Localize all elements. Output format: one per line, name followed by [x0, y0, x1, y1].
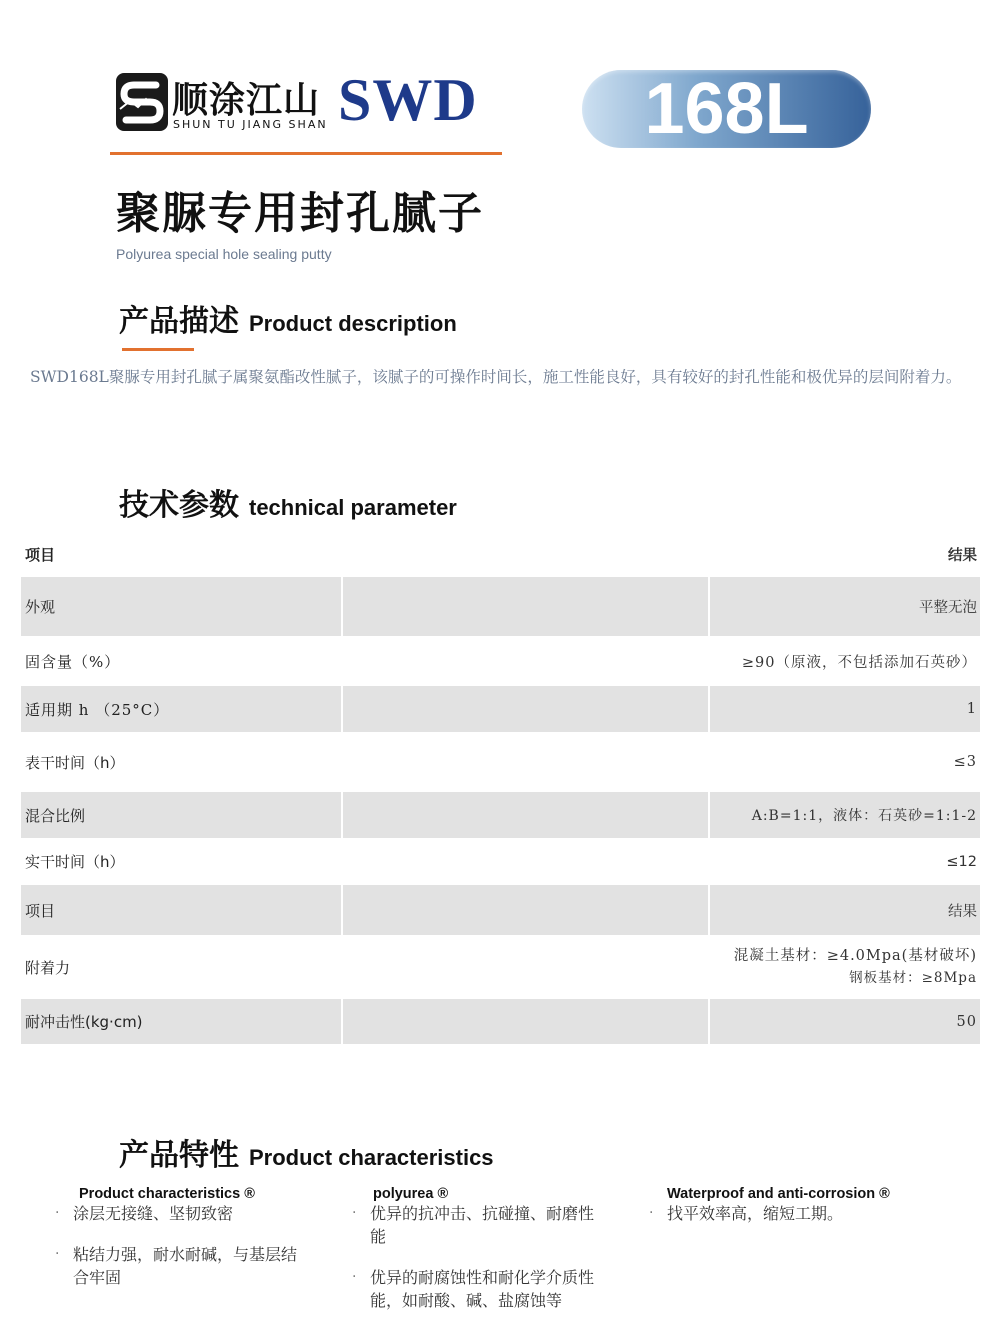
- description-heading-cn: 产品描述: [119, 304, 239, 339]
- parameters-table: [21, 531, 980, 1044]
- brand-name-en: SWD: [338, 67, 478, 133]
- table-row: [21, 935, 980, 999]
- table-header-row: [21, 531, 980, 577]
- param-result: 1: [966, 701, 977, 717]
- bullet-icon: ·: [352, 1205, 357, 1221]
- characteristics-column: [648, 1186, 948, 1243]
- param-result-line: 钢板基材：≥8Mpa: [849, 970, 977, 986]
- param-result: 平整无泡: [919, 600, 977, 616]
- description-heading-en: Product description: [249, 311, 457, 336]
- param-item: 实干时间（h）: [25, 853, 125, 871]
- description-heading: [119, 296, 457, 340]
- characteristics-column: [351, 1186, 601, 1330]
- description-heading-underline: [122, 348, 194, 351]
- param-item: 项目: [25, 901, 56, 920]
- bullet-icon: ·: [55, 1246, 60, 1262]
- parameters-heading-en: technical parameter: [249, 495, 457, 520]
- param-item: 适用期 h （25°C）: [25, 700, 170, 719]
- bullet-icon: ·: [649, 1205, 654, 1221]
- characteristics-column-title: polyurea ®: [373, 1186, 449, 1202]
- brand-logo-icon: [116, 73, 168, 131]
- product-title-cn: 聚脲专用封孔腻子: [116, 188, 484, 239]
- param-item: 表干时间（h）: [25, 753, 125, 772]
- list-item: · 优异的耐腐蚀性和耐化学介质性能，如耐酸、碱、盐腐蚀等: [352, 1268, 595, 1310]
- bullet-icon: ·: [352, 1269, 357, 1285]
- table-row: [21, 838, 980, 885]
- table-row: [21, 792, 980, 838]
- product-title-en: Polyurea special hole sealing putty: [116, 246, 332, 262]
- description-text: SWD168L聚脲专用封孔腻子属聚氨酯改性腻子，该腻子的可操作时间长，施工性能良好，具有较好的封孔性能和极优异的层间附着力。: [30, 368, 962, 386]
- param-result: 50: [956, 1013, 977, 1030]
- table-row: [21, 885, 980, 935]
- parameters-heading: [119, 480, 457, 524]
- characteristics-heading-en: Product characteristics: [249, 1145, 494, 1170]
- table-row: [21, 732, 980, 792]
- param-result: ≤3: [953, 754, 977, 770]
- table-row: [21, 636, 980, 686]
- table-header-item: 项目: [25, 545, 56, 564]
- table-row: [21, 999, 980, 1044]
- parameters-heading-cn: 技术参数: [119, 488, 239, 523]
- param-item: 混合比例: [25, 806, 86, 825]
- model-number: 168L: [644, 69, 809, 149]
- brand-name-pinyin: SHUN TU JIANG SHAN: [173, 118, 328, 131]
- param-item: 外观: [25, 598, 56, 616]
- param-result: 结果: [948, 903, 977, 920]
- characteristics-column-title: Product characteristics ®: [79, 1186, 255, 1202]
- param-result-line: 混凝土基材：≥4.0Mpa(基材破坏): [733, 948, 977, 964]
- list-item: · 找平效率高，缩短工期。: [649, 1204, 844, 1223]
- param-result: ≤12: [946, 853, 977, 870]
- characteristics-heading: [119, 1130, 494, 1174]
- list-item: · 粘结力强，耐水耐碱，与基层结合牢固: [55, 1245, 298, 1287]
- brand-name-cn: 顺涂江山: [172, 80, 321, 121]
- param-item: 耐冲击性(kg·cm): [25, 1013, 143, 1031]
- characteristics-column: [54, 1186, 304, 1307]
- param-item: 固含量（%）: [25, 652, 121, 671]
- param-result: ≥90（原液，不包括添加石英砂）: [741, 654, 977, 671]
- bullet-icon: ·: [55, 1205, 60, 1221]
- param-item: 附着力: [25, 958, 71, 977]
- list-item: · 优异的抗冲击、抗碰撞、耐磨性能: [352, 1204, 595, 1246]
- param-result: A:B=1:1，液体：石英砂=1:1-2: [751, 808, 977, 824]
- header-divider: [110, 152, 502, 155]
- table-row: [21, 686, 980, 732]
- list-item: · 涂层无接缝、坚韧致密: [55, 1204, 234, 1223]
- table-header-result: 结果: [948, 547, 977, 564]
- characteristics-column-title: Waterproof and anti-corrosion ®: [667, 1186, 890, 1202]
- characteristics-heading-cn: 产品特性: [119, 1138, 239, 1173]
- table-row: [21, 577, 980, 636]
